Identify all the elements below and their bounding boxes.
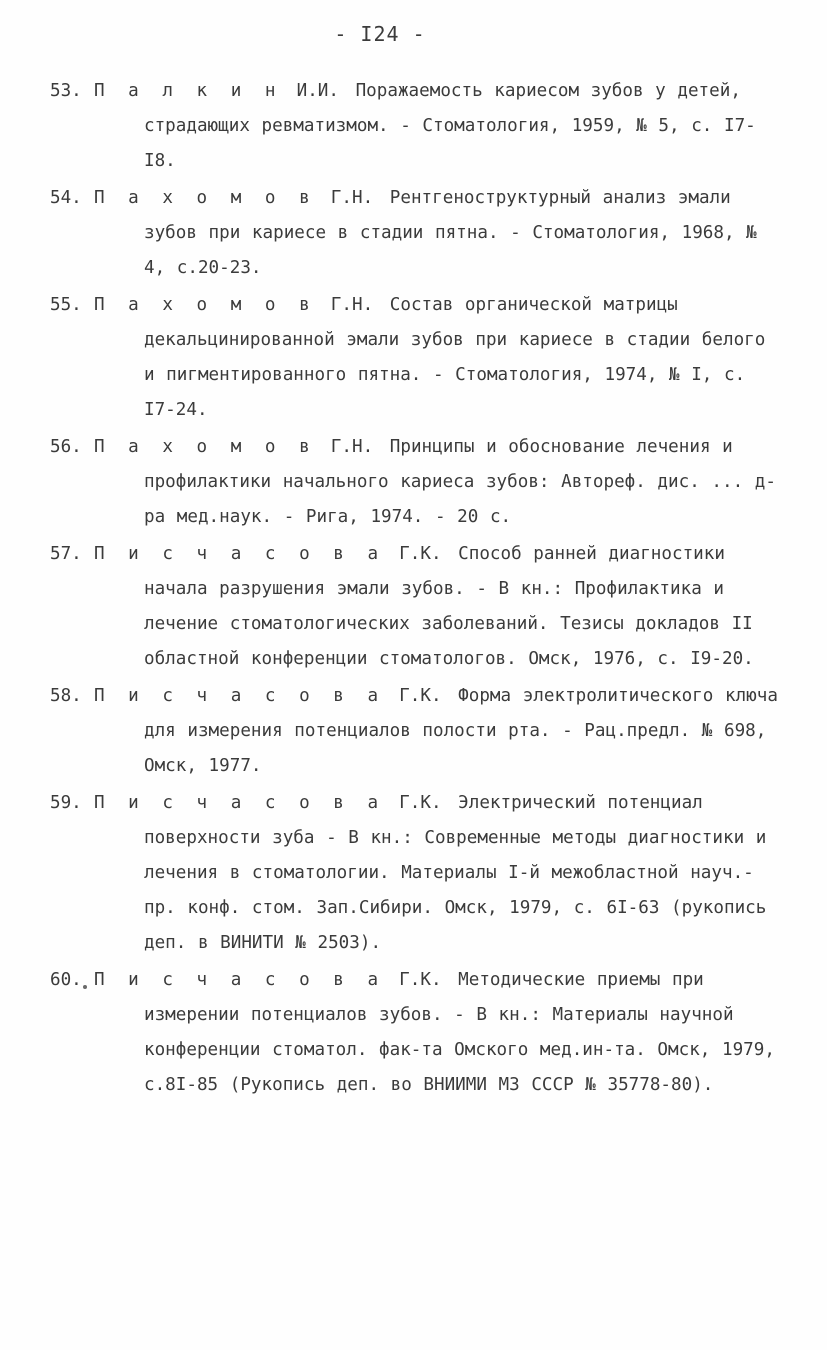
reference-entry-55 xyxy=(50,288,785,428)
reference-initials: Г.К. xyxy=(399,793,442,813)
reference-author: П а х о м о в xyxy=(94,188,317,208)
reference-text: Методические приемы при измерении потенциалов зубов. - В кн.: Материалы научной конференции стоматол. фак-та Омского мед.ин-та. Омск, 1979, с.8I-85 (Рукопись деп. во ВНИИМИ МЗ СССР № 35778-80). xyxy=(144,970,775,1095)
page-number: - I24 - xyxy=(334,22,426,46)
reference-text: Принципы и обоснование лечения и профилактики начального кариеса зубов: Автореф. дис. ... д-ра мед.наук. - Рига, 1974. - 20 с. xyxy=(144,437,776,527)
reference-entry-54 xyxy=(50,181,785,286)
reference-author: П и с ч а с о в а xyxy=(94,686,385,706)
reference-entry-56 xyxy=(50,430,785,535)
reference-initials: Г.Н. xyxy=(330,437,374,457)
reference-author: П а л к и н xyxy=(94,81,283,101)
reference-text: Способ ранней диагностики начала разрушения эмали зубов. - В кн.: Профилактика и лечение стоматологических заболеваний. Тезисы докладов II областной конференции стоматологов. Омск, 1976, с. I9-20. xyxy=(144,544,754,669)
reference-text: Рентгеноструктурный анализ эмали зубов при кариесе в стадии пятна. - Стоматология, 1968, № 4, с.20-23. xyxy=(144,188,757,278)
reference-author: П и с ч а с о в а xyxy=(94,970,385,990)
reference-entry-59 xyxy=(50,786,785,961)
reference-author: П а х о м о в xyxy=(94,437,317,457)
reference-initials: Г.Н. xyxy=(330,295,374,315)
reference-author: П и с ч а с о в а xyxy=(94,544,385,564)
reference-author: П и с ч а с о в а xyxy=(94,793,385,813)
reference-text: Поражаемость кариесом зубов у детей, страдающих ревматизмом. - Стоматология, 1959, № 5, с. I7-I8. xyxy=(144,81,756,171)
stray-ink-dot xyxy=(83,985,87,989)
reference-author: П а х о м о в xyxy=(94,295,317,315)
reference-initials: Г.К. xyxy=(399,970,442,990)
reference-number: 55. xyxy=(50,295,82,315)
reference-entry-53 xyxy=(50,74,785,179)
reference-initials: Г.Н. xyxy=(330,188,374,208)
reference-number: 56. xyxy=(50,437,82,457)
reference-list xyxy=(50,74,785,1105)
reference-number: 60. xyxy=(50,970,82,990)
reference-entry-60 xyxy=(50,963,785,1103)
reference-entry-57 xyxy=(50,537,785,677)
reference-entry-58 xyxy=(50,679,785,784)
reference-initials: Г.К. xyxy=(399,686,442,706)
reference-initials: И.И. xyxy=(296,81,339,101)
reference-text: Состав органической матрицы декальцинированной эмали зубов при кариесе в стадии белого и пигментированного пятна. - Стоматология, 1974, № I, с. I7-24. xyxy=(144,295,766,420)
reference-initials: Г.К. xyxy=(399,544,442,564)
reference-number: 53. xyxy=(50,81,82,101)
reference-number: 58. xyxy=(50,686,82,706)
reference-number: 54. xyxy=(50,188,82,208)
reference-text: Форма электролитического ключа для измерения потенциалов полости рта. - Рац.предл. № 698, Омск, 1977. xyxy=(144,686,778,776)
reference-number: 57. xyxy=(50,544,82,564)
reference-number: 59. xyxy=(50,793,82,813)
reference-text: Электрический потенциал поверхности зуба - В кн.: Современные методы диагностики и лечения в стоматологии. Материалы I-й межобластной науч.-пр. конф. стом. Зап.Сибири. Омск, 1979, с. 6I-63 (рукопись деп. в ВИНИТИ № 2503). xyxy=(144,793,767,953)
